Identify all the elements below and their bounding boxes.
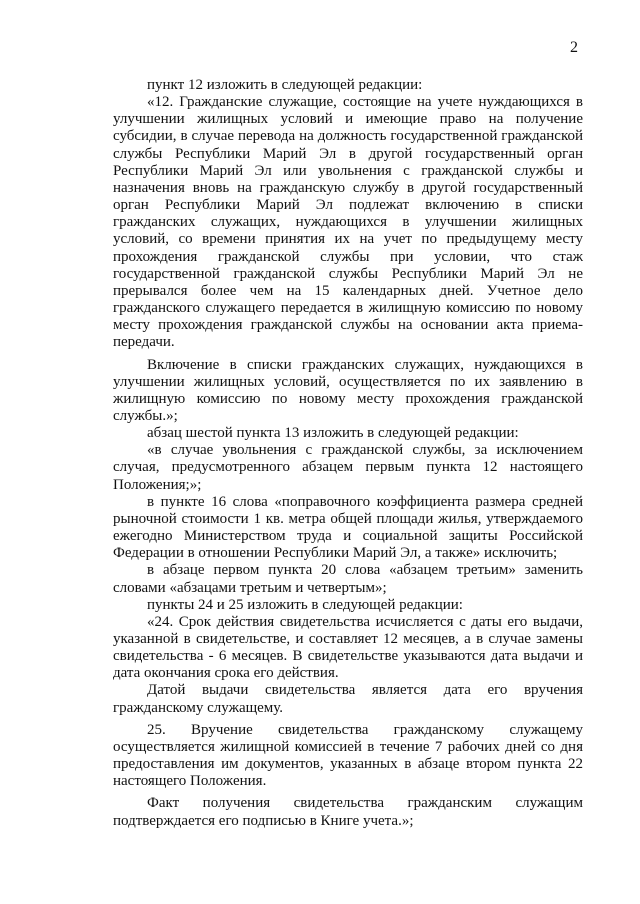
paragraph-1: пункт 12 изложить в следующей редакции: bbox=[147, 77, 423, 93]
paragraph-12: Факт получения свидетельства гражданским служащим подтверждается его подписью в Книге учета.»; bbox=[113, 795, 583, 829]
paragraph-2: «12. Гражданские служащие, состоящие на учете нуждающихся в улучшении жилищных условий и имеющие право на получение субсидии, в случае перевода на должность государственной гражданской службы Республики Марий Эл в другой государственный орган Республики Марий Эл или увольнения с гражданской службы и назначения вновь на гражданскую службу в другой государственный орган Республики Марий Эл подлежат включению в списки гражданских служащих, нуждающихся в улучшении жилищных условий, со времени принятия их на учет по предыдущему месту прохождения гражданской службы при условии, что стаж государственной гражданской службы Республики Марий Эл не прерывался более чем на 15 календарных дней. Учетное дело гражданского служащего передается в жилищную комиссию по новому месту прохождения гражданской службы на основании акта приема-передачи. bbox=[113, 94, 583, 351]
paragraph-5: «в случае увольнения с гражданской службы, за исключением случая, предусмотренного абзацем первым пункта 12 настоящего Положения;»; bbox=[113, 442, 583, 493]
document-body bbox=[113, 77, 583, 830]
paragraph-9: «24. Срок действия свидетельства исчисляется с даты его выдачи, указанной в свидетельстве, и составляет 12 месяцев, а в случае замены свидетельства - 6 месяцев. В свидетельстве указываются дата выдачи и дата окончания срока его действия. bbox=[113, 613, 583, 682]
paragraph-8: пункты 24 и 25 изложить в следующей редакции: bbox=[147, 596, 463, 613]
page-number: 2 bbox=[570, 39, 578, 56]
paragraph-10: Датой выдачи свидетельства является дата его вручения гражданскому служащему. bbox=[113, 682, 583, 716]
paragraph-7: в абзаце первом пункта 20 слова «абзацем третьим» заменить словами «абзацами третьим и четвертым»; bbox=[113, 562, 583, 596]
paragraph-3: Включение в списки гражданских служащих, нуждающихся в улучшении жилищных условий, осуществляется по их заявлению в жилищную комиссию по новому месту прохождения гражданской службы.»; bbox=[113, 356, 583, 424]
paragraph-4: абзац шестой пункта 13 изложить в следующей редакции: bbox=[147, 425, 519, 442]
paragraph-6: в пункте 16 слова «поправочного коэффициента размера средней рыночной стоимости 1 кв. метра общей площади жилья, утверждаемого ежегодно Министерством труда и социальной защиты Российской Федерации в отношении Республики Марий Эл, а также» исключить; bbox=[113, 493, 583, 562]
paragraph-11: 25. Вручение свидетельства гражданскому служащему осуществляется жилищной комиссией в течение 7 рабочих дней со дня предоставления им документов, указанных в абзаце втором пункта 22 настоящего Положения. bbox=[113, 721, 583, 790]
